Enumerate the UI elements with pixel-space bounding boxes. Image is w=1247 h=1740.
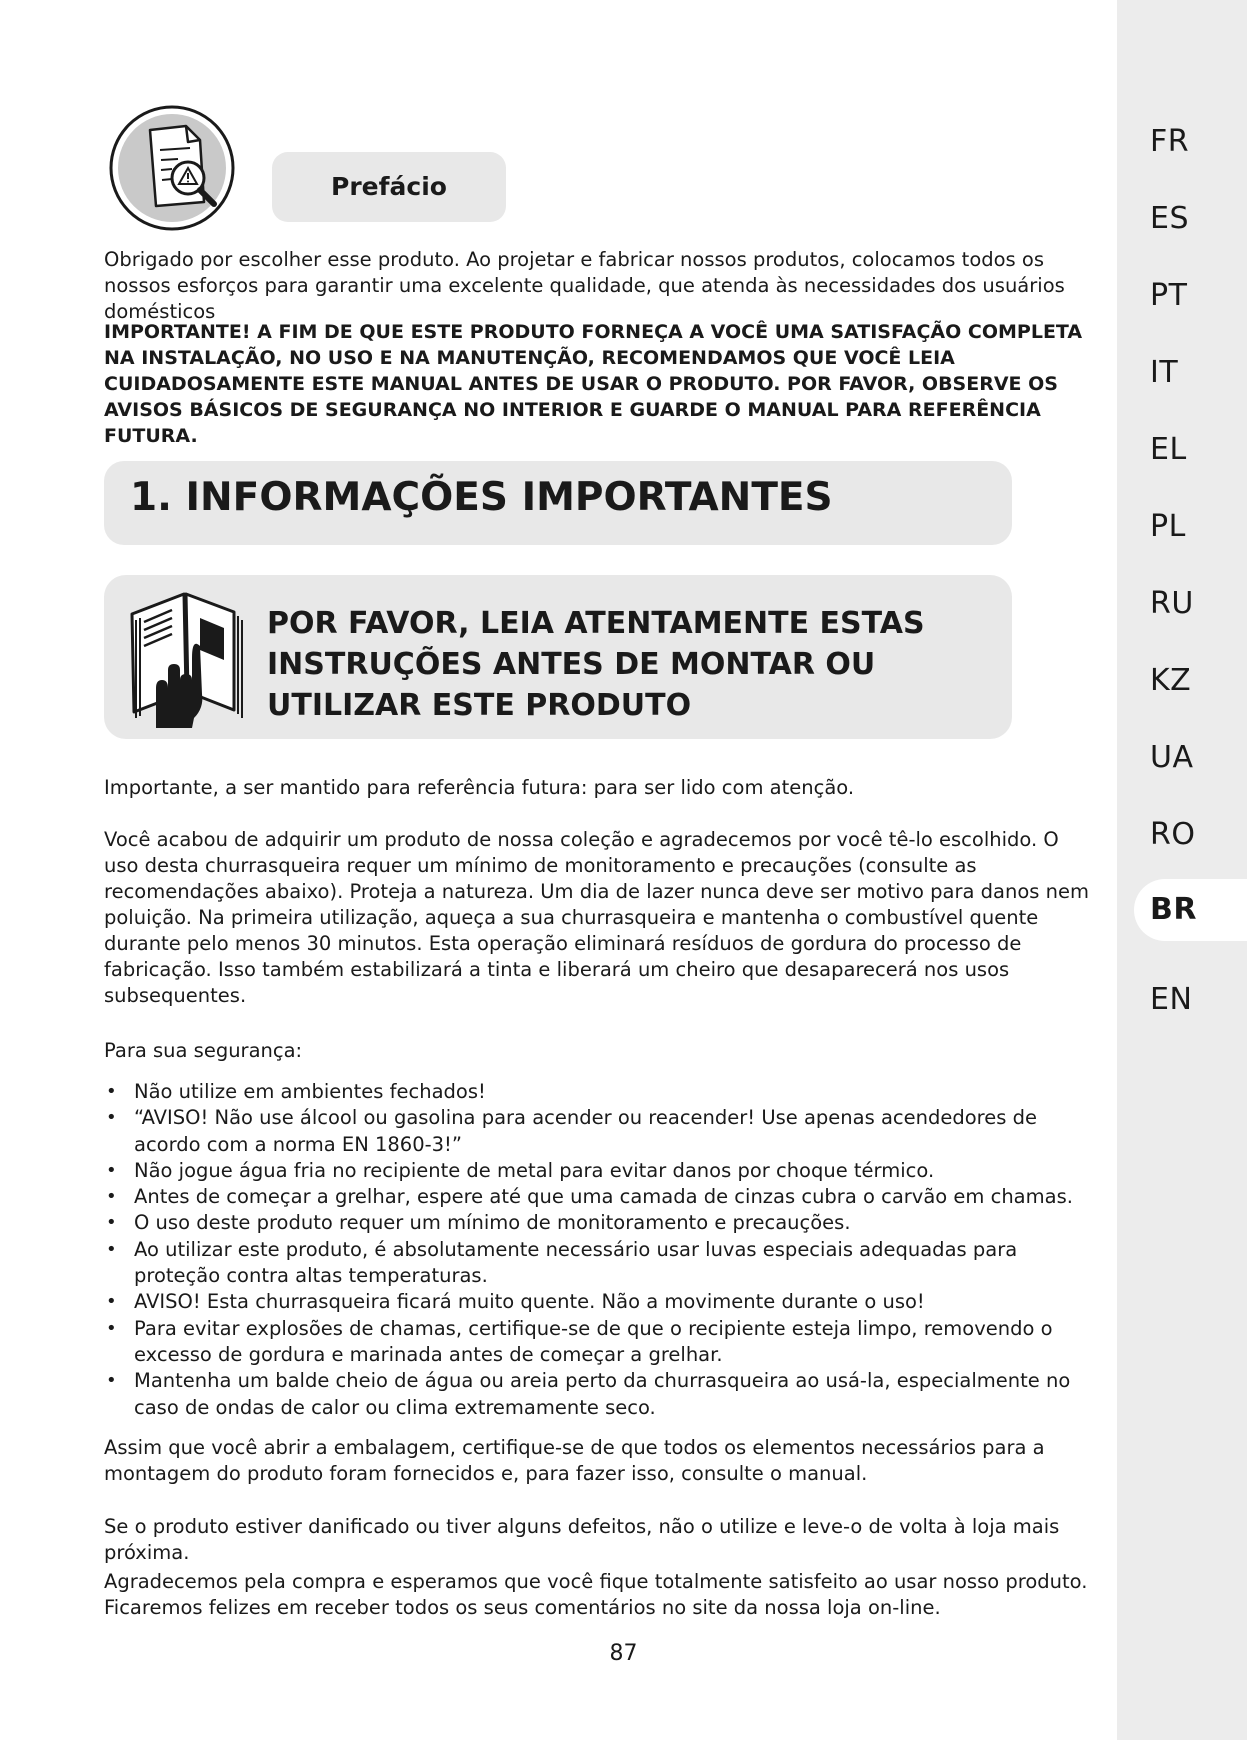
safety-item: • “AVISO! Não use álcool ou gasolina para acender ou reacender! Use apenas acendedores de acordo com a norma EN 1860-3!” bbox=[104, 1105, 1094, 1158]
lang-tab-it[interactable]: IT bbox=[1150, 355, 1179, 390]
lang-tab-fr[interactable]: FR bbox=[1150, 124, 1190, 159]
page-number: 87 bbox=[609, 1641, 638, 1666]
safety-heading: Para sua segurança: bbox=[104, 1039, 303, 1062]
thanks-note: Agradecemos pela compra e esperamos que você fique totalmente satisfeito ao usar nosso produto. Ficaremos felizes em receber todos os seus comentários no site da nossa loja on-line. bbox=[104, 1570, 1088, 1619]
read-instructions-title: POR FAVOR, LEIA ATENTAMENTE ESTAS INSTRUÇÕES ANTES DE MONTAR OU UTILIZAR ESTE PRODUTO bbox=[267, 606, 925, 723]
safety-item: • AVISO! Esta churrasqueira ficará muito quente. Não a movimente durante o uso! bbox=[104, 1289, 1094, 1315]
safety-item: • Não jogue água fria no recipiente de metal para evitar danos por choque térmico. bbox=[104, 1158, 1094, 1184]
safety-item: • Para evitar explosões de chamas, certifique-se de que o recipiente esteja limpo, removendo o excesso de gordura e marinada antes de começar a grelhar. bbox=[104, 1316, 1094, 1369]
damage-note: Se o produto estiver danificado ou tiver alguns defeitos, não o utilize e leve-o de volta à loja mais próxima. bbox=[104, 1515, 1060, 1564]
lang-tab-ro[interactable]: RO bbox=[1150, 817, 1196, 852]
preface-intro: Obrigado por escolher esse produto. Ao projetar e fabricar nossos produtos, colocamos todos os nossos esforços para garantir uma excelente qualidade, que atenda às necessidades dos usuários domésticos bbox=[104, 248, 1065, 323]
product-description: Você acabou de adquirir um produto de nossa coleção e agradecemos por você tê-lo escolhido. O uso desta churrasqueira requer um mínimo de monitoramento e precauções (consulte as recomendações abaixo). Proteja a natureza. Um dia de lazer nunca deve ser motivo para danos nem poluição. Na primeira utilização, aqueça a sua churrasqueira e mantenha o combustível quente durante pelo menos 30 minutos. Esta operação eliminará resíduos de gordura do processo de fabricação. Isso também estabilizará a tinta e liberará um cheiro que desaparecerá nos usos subsequentes. bbox=[104, 828, 1089, 1007]
safety-item: • O uso deste produto requer um mínimo de monitoramento e precauções. bbox=[104, 1210, 1094, 1236]
safety-list bbox=[104, 1079, 1094, 1421]
safety-item: • Não utilize em ambientes fechados! bbox=[104, 1079, 1094, 1105]
lang-tab-br-active[interactable]: BR bbox=[1134, 879, 1247, 941]
lang-tab-ua[interactable]: UA bbox=[1150, 740, 1194, 775]
important-notice: IMPORTANTE! A FIM DE QUE ESTE PRODUTO FORNEÇA A VOCÊ UMA SATISFAÇÃO COMPLETA NA INSTALAÇÃO, NO USO E NA MANUTENÇÃO, RECOMENDAMOS QUE VOCÊ LEIA CUIDADOSAMENTE ESTE MANUAL ANTES DE USAR O PRODUTO. POR FAVOR, OBSERVE OS AVISOS BÁSICOS DE SEGURANÇA NO INTERIOR E GUARDE O MANUAL PARA REFERÊNCIA FUTURA. bbox=[104, 321, 1083, 447]
lang-tab-kz[interactable]: KZ bbox=[1150, 663, 1192, 698]
packaging-note: Assim que você abrir a embalagem, certifique-se de que todos os elementos necessários para a montagem do produto foram fornecidos e, para fazer isso, consulte o manual. bbox=[104, 1436, 1045, 1485]
safety-item: • Antes de começar a grelhar, espere até que uma camada de cinzas cubra o carvão em chamas. bbox=[104, 1184, 1094, 1210]
keep-for-reference-note: Importante, a ser mantido para referência futura: para ser lido com atenção. bbox=[104, 776, 855, 799]
safety-item: • Mantenha um balde cheio de água ou areia perto da churrasqueira ao usá-la, especialmente no caso de ondas de calor ou clima extremamente seco. bbox=[104, 1368, 1094, 1421]
safety-item: • Ao utilizar este produto, é absolutamente necessário usar luvas especiais adequadas para proteção contra altas temperaturas. bbox=[104, 1237, 1094, 1290]
lang-tab-es[interactable]: ES bbox=[1150, 201, 1189, 236]
section-title: 1. INFORMAÇÕES IMPORTANTES bbox=[130, 475, 833, 520]
language-sidebar bbox=[1117, 0, 1247, 1740]
read-manual-icon bbox=[126, 588, 252, 732]
lang-tab-en[interactable]: EN bbox=[1150, 982, 1193, 1017]
lang-tab-ru[interactable]: RU bbox=[1150, 586, 1194, 621]
document-warning-icon bbox=[108, 104, 236, 232]
preface-heading: Prefácio bbox=[272, 152, 506, 222]
lang-tab-pl[interactable]: PL bbox=[1150, 509, 1186, 544]
lang-tab-el[interactable]: EL bbox=[1150, 432, 1187, 467]
lang-tab-pt[interactable]: PT bbox=[1150, 278, 1188, 313]
